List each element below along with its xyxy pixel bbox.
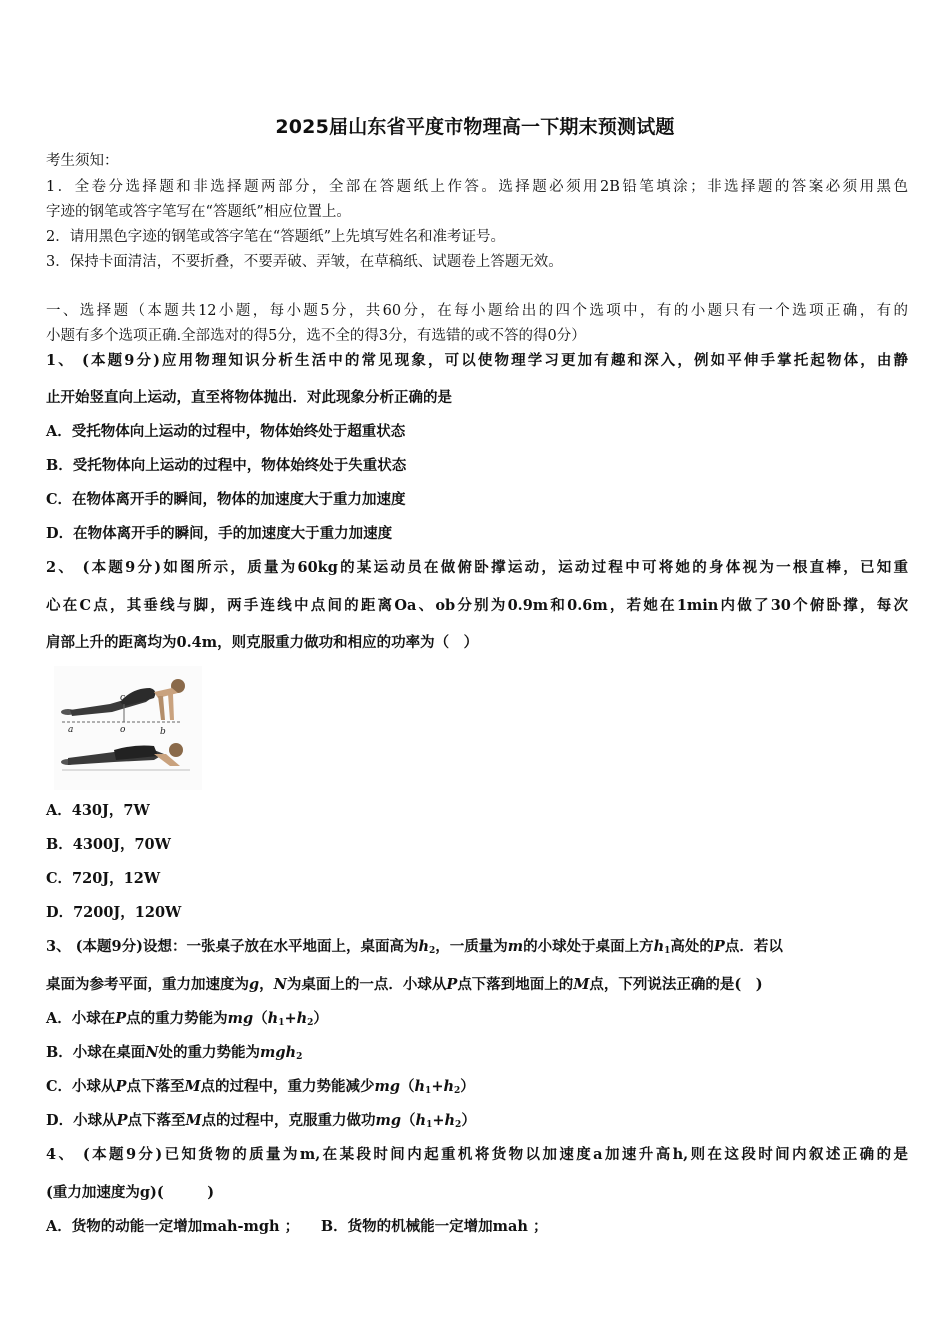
q3-option-c: C．小球从P点下落至M点的过程中，重力势能减少$mg(h_1+h_2)$	[46, 1078, 475, 1096]
q3-stem-cont: 桌面为参考平面，重力加速度为g，N为桌面上的一点．小球从P点下落到地面上的M点，下列说法正确的是( )	[46, 976, 763, 993]
q1-stem: 1、 (本题9分)应用物理知识分析生活中的常见现象，可以使物理学习更加有趣和深入，例如平伸手掌托起物体，由静	[46, 352, 908, 369]
q2-option-a: A．430J，7W	[46, 802, 150, 819]
q1-option-d: D．在物体离开手的瞬间，手的加速度大于重力加速度	[46, 525, 393, 542]
q1-option-a: A．受托物体向上运动的过程中，物体始终处于超重状态	[46, 423, 406, 440]
q2-option-b: B．4300J，70W	[46, 836, 171, 853]
q2-option-c: C．720J，12W	[46, 870, 161, 887]
q2-option-d: D．7200J，120W	[46, 904, 182, 921]
q3-option-b: B．小球在桌面N处的重力势能为mgh$_2$	[46, 1044, 303, 1062]
q2-stem: 2、 (本题9分)如图所示，质量为60kg的某运动员在做俯卧撑运动，运动过程中可将她的身体视为一根直棒，已知重	[46, 559, 908, 576]
page-title: 2025届山东省平度市物理高一下期末预测试题	[275, 116, 675, 138]
q1-option-b: B．受托物体向上运动的过程中，物体始终处于失重状态	[46, 457, 407, 474]
pushup-figure	[54, 666, 202, 790]
fig-label-o: o	[120, 725, 126, 735]
q1-stem-cont: 止开始竖直向上运动，直至将物体抛出．对此现象分析正确的是	[46, 389, 452, 406]
q4-options-ab: A．货物的动能一定增加mah-mgh ； B．货物的机械能一定增加mah ；	[46, 1218, 548, 1235]
q4-stem: 4、 (本题9分)已知货物的质量为m,在某段时间内起重机将货物以加速度a加速升高h,则在这段时间内叙述正确的是	[46, 1146, 908, 1163]
fig-label-c: c	[120, 693, 126, 703]
notice-item-1: 1．全卷分选择题和非选择题两部分，全部在答题纸上作答。选择题必须用2B铅笔填涂；非选择题的答案必须用黑色	[46, 179, 908, 195]
q2-stem-cont-2: 肩部上升的距离均为0.4m，则克服重力做功和相应的功率为（ ）	[46, 634, 479, 651]
q4-stem-cont: (重力加速度为g)( )	[46, 1184, 215, 1201]
notice-item-1-cont: 字迹的钢笔或答字笔写在“答题纸”相应位置上。	[46, 204, 351, 220]
q1-option-c: C．在物体离开手的瞬间，物体的加速度大于重力加速度	[46, 491, 406, 508]
q3-stem: 3、 (本题9分)设想：一张桌子放在水平地面上，桌面高为$h_2$，一质量为m的小球处于桌面上方$h_1$高处的P点．若以	[46, 938, 783, 956]
notice-item-2: 2．请用黑色字迹的钢笔或答字笔在“答题纸”上先填写姓名和准考证号。	[46, 229, 506, 245]
section-heading: 一、选择题（本题共12小题，每小题5分，共60分，在每小题给出的四个选项中，有的小题只有一个选项正确，有的	[46, 303, 908, 319]
fig-label-b: b	[160, 727, 166, 737]
notice-item-3: 3．保持卡面清洁，不要折叠，不要弄破、弄皱，在草稿纸、试题卷上答题无效。	[46, 254, 563, 270]
section-heading-cont: 小题有多个选项正确.全部选对的得5分，选不全的得3分，有选错的或不答的得0分）	[46, 328, 586, 344]
fig-label-a: a	[68, 725, 74, 735]
q2-stem-cont: 心在C点，其垂线与脚，两手连线中点间的距离Oa、ob分别为0.9m和0.6m，若她在1min内做了30个俯卧撑，每次	[46, 597, 908, 614]
notice-heading: 考生须知：	[46, 153, 119, 169]
q3-option-a: A．小球在P点的重力势能为$mg(h_1+h_2)$	[46, 1010, 328, 1028]
q3-option-d: D．小球从P点下落至M点的过程中，克服重力做功$mg(h_1+h_2)$	[46, 1112, 476, 1130]
